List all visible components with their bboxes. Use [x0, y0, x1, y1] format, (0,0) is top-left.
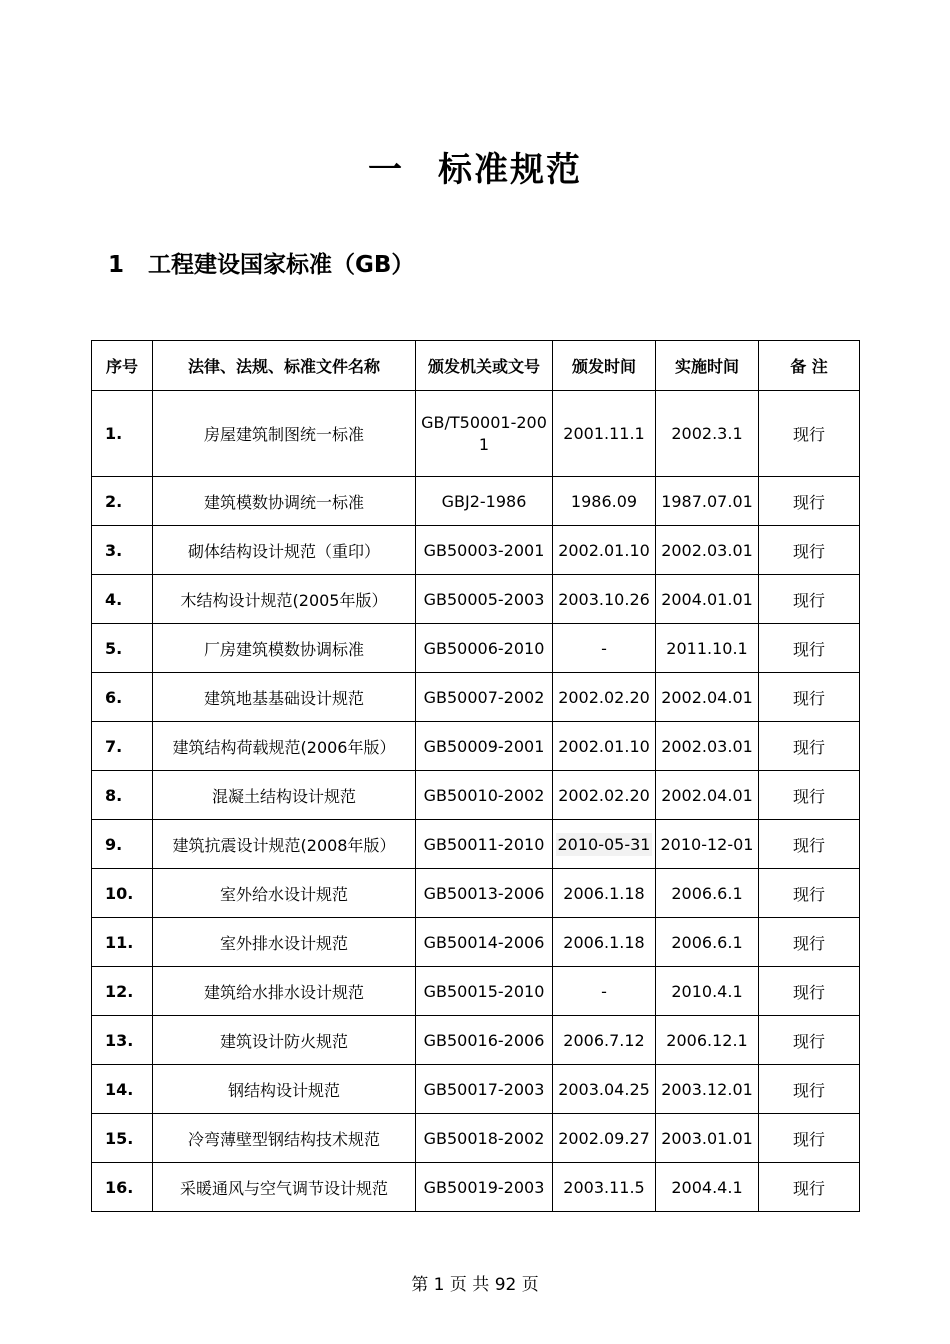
table-row [92, 918, 860, 967]
row-name: 混凝土结构设计规范 [153, 771, 416, 820]
row-name: 室外给水设计规范 [153, 869, 416, 918]
row-index: 11. [92, 918, 153, 967]
row-index: 10. [92, 869, 153, 918]
row-name: 建筑地基基础设计规范 [153, 673, 416, 722]
table-row [92, 1163, 860, 1212]
row-note: 现行 [759, 1163, 860, 1212]
row-note: 现行 [759, 820, 860, 869]
row-code: GB50015-2010 [416, 967, 553, 1016]
row-index: 8. [92, 771, 153, 820]
row-index: 12. [92, 967, 153, 1016]
header-note: 备 注 [759, 341, 860, 391]
row-name: 厂房建筑模数协调标准 [153, 624, 416, 673]
table-row [92, 722, 860, 771]
row-name: 砌体结构设计规范（重印） [153, 526, 416, 575]
row-issued: - [553, 624, 656, 673]
row-index: 16. [92, 1163, 153, 1212]
header-name: 法律、法规、标准文件名称 [153, 341, 416, 391]
section-number: 1 [108, 252, 125, 278]
row-code: GB50007-2002 [416, 673, 553, 722]
row-issued: 2002.02.20 [553, 673, 656, 722]
table-row [92, 1114, 860, 1163]
row-name: 采暖通风与空气调节设计规范 [153, 1163, 416, 1212]
row-code: GB50010-2002 [416, 771, 553, 820]
row-code: GB50003-2001 [416, 526, 553, 575]
row-index: 1. [92, 391, 153, 477]
row-note: 现行 [759, 1114, 860, 1163]
row-code: GB50014-2006 [416, 918, 553, 967]
row-effective: 2003.01.01 [656, 1114, 759, 1163]
row-issued [553, 820, 656, 869]
section-heading [108, 246, 414, 279]
header-effective: 实施时间 [656, 341, 759, 391]
table-row [92, 869, 860, 918]
row-note: 现行 [759, 391, 860, 477]
row-code: GB50017-2003 [416, 1065, 553, 1114]
table-row [92, 624, 860, 673]
row-code-text: GB/T50001-2001 [421, 412, 547, 454]
row-issued: 2006.7.12 [553, 1016, 656, 1065]
row-effective: 2002.3.1 [656, 391, 759, 477]
row-issued-highlight: 2010-05-31 [557, 834, 651, 854]
row-name: 建筑结构荷载规范(2006年版） [153, 722, 416, 771]
row-issued: 2003.11.5 [553, 1163, 656, 1212]
row-name: 钢结构设计规范 [153, 1065, 416, 1114]
header-index: 序号 [92, 341, 153, 391]
row-issued: 2001.11.1 [553, 391, 656, 477]
row-name: 建筑给水排水设计规范 [153, 967, 416, 1016]
row-code: GB50009-2001 [416, 722, 553, 771]
row-effective: 2002.04.01 [656, 673, 759, 722]
row-effective: 2011.10.1 [656, 624, 759, 673]
row-name: 建筑模数协调统一标准 [153, 477, 416, 526]
row-issued: 2006.1.18 [553, 918, 656, 967]
title-number: 一 [368, 150, 404, 190]
row-note: 现行 [759, 624, 860, 673]
row-name: 建筑抗震设计规范(2008年版） [153, 820, 416, 869]
page-title [0, 142, 950, 191]
table-row [92, 1065, 860, 1114]
row-note: 现行 [759, 1065, 860, 1114]
row-index: 3. [92, 526, 153, 575]
row-name: 建筑设计防火规范 [153, 1016, 416, 1065]
row-effective: 2010-12-01 [656, 820, 759, 869]
row-code [416, 391, 553, 477]
row-issued: - [553, 967, 656, 1016]
row-name: 木结构设计规范(2005年版） [153, 575, 416, 624]
row-note: 现行 [759, 1016, 860, 1065]
row-index: 5. [92, 624, 153, 673]
row-code: GB50016-2006 [416, 1016, 553, 1065]
row-index: 4. [92, 575, 153, 624]
table-row [92, 526, 860, 575]
table-row [92, 820, 860, 869]
row-note: 现行 [759, 575, 860, 624]
row-note: 现行 [759, 967, 860, 1016]
section-title: 工程建设国家标准（GB） [148, 252, 415, 278]
row-effective: 2004.01.01 [656, 575, 759, 624]
row-issued: 2002.01.10 [553, 722, 656, 771]
row-note: 现行 [759, 771, 860, 820]
row-issued: 2002.02.20 [553, 771, 656, 820]
row-note: 现行 [759, 673, 860, 722]
row-code: GB50011-2010 [416, 820, 553, 869]
table-row [92, 1016, 860, 1065]
row-index: 14. [92, 1065, 153, 1114]
row-note: 现行 [759, 477, 860, 526]
row-effective: 2002.04.01 [656, 771, 759, 820]
row-effective: 2006.6.1 [656, 869, 759, 918]
row-index: 13. [92, 1016, 153, 1065]
row-code: GB50013-2006 [416, 869, 553, 918]
row-index: 6. [92, 673, 153, 722]
row-issued: 1986.09 [553, 477, 656, 526]
row-effective: 2006.12.1 [656, 1016, 759, 1065]
row-note: 现行 [759, 869, 860, 918]
row-note: 现行 [759, 722, 860, 771]
row-issued: 2003.04.25 [553, 1065, 656, 1114]
row-code: GB50005-2003 [416, 575, 553, 624]
table-row [92, 967, 860, 1016]
row-name: 冷弯薄壁型钢结构技术规范 [153, 1114, 416, 1163]
row-index: 7. [92, 722, 153, 771]
row-index: 9. [92, 820, 153, 869]
table-row [92, 771, 860, 820]
row-name: 室外排水设计规范 [153, 918, 416, 967]
row-effective: 2002.03.01 [656, 722, 759, 771]
header-code: 颁发机关或文号 [416, 341, 553, 391]
table-row [92, 477, 860, 526]
row-code: GB50006-2010 [416, 624, 553, 673]
row-code: GB50019-2003 [416, 1163, 553, 1212]
row-note: 现行 [759, 526, 860, 575]
row-effective: 2002.03.01 [656, 526, 759, 575]
title-text: 标准规范 [438, 150, 582, 190]
row-issued: 2006.1.18 [553, 869, 656, 918]
row-index: 15. [92, 1114, 153, 1163]
table-row [92, 673, 860, 722]
row-name: 房屋建筑制图统一标准 [153, 391, 416, 477]
row-effective: 2003.12.01 [656, 1065, 759, 1114]
row-issued: 2002.09.27 [553, 1114, 656, 1163]
row-effective: 2004.4.1 [656, 1163, 759, 1212]
row-effective: 1987.07.01 [656, 477, 759, 526]
row-code: GB50018-2002 [416, 1114, 553, 1163]
table-row [92, 575, 860, 624]
page-footer: 第 1 页 共 92 页 [411, 1275, 539, 1295]
row-issued: 2002.01.10 [553, 526, 656, 575]
row-index: 2. [92, 477, 153, 526]
standards-table [91, 340, 860, 1212]
row-note: 现行 [759, 918, 860, 967]
table-row [92, 391, 860, 477]
row-code: GBJ2-1986 [416, 477, 553, 526]
table-header-row [92, 341, 860, 391]
row-effective: 2006.6.1 [656, 918, 759, 967]
row-effective: 2010.4.1 [656, 967, 759, 1016]
row-issued: 2003.10.26 [553, 575, 656, 624]
header-issued: 颁发时间 [553, 341, 656, 391]
